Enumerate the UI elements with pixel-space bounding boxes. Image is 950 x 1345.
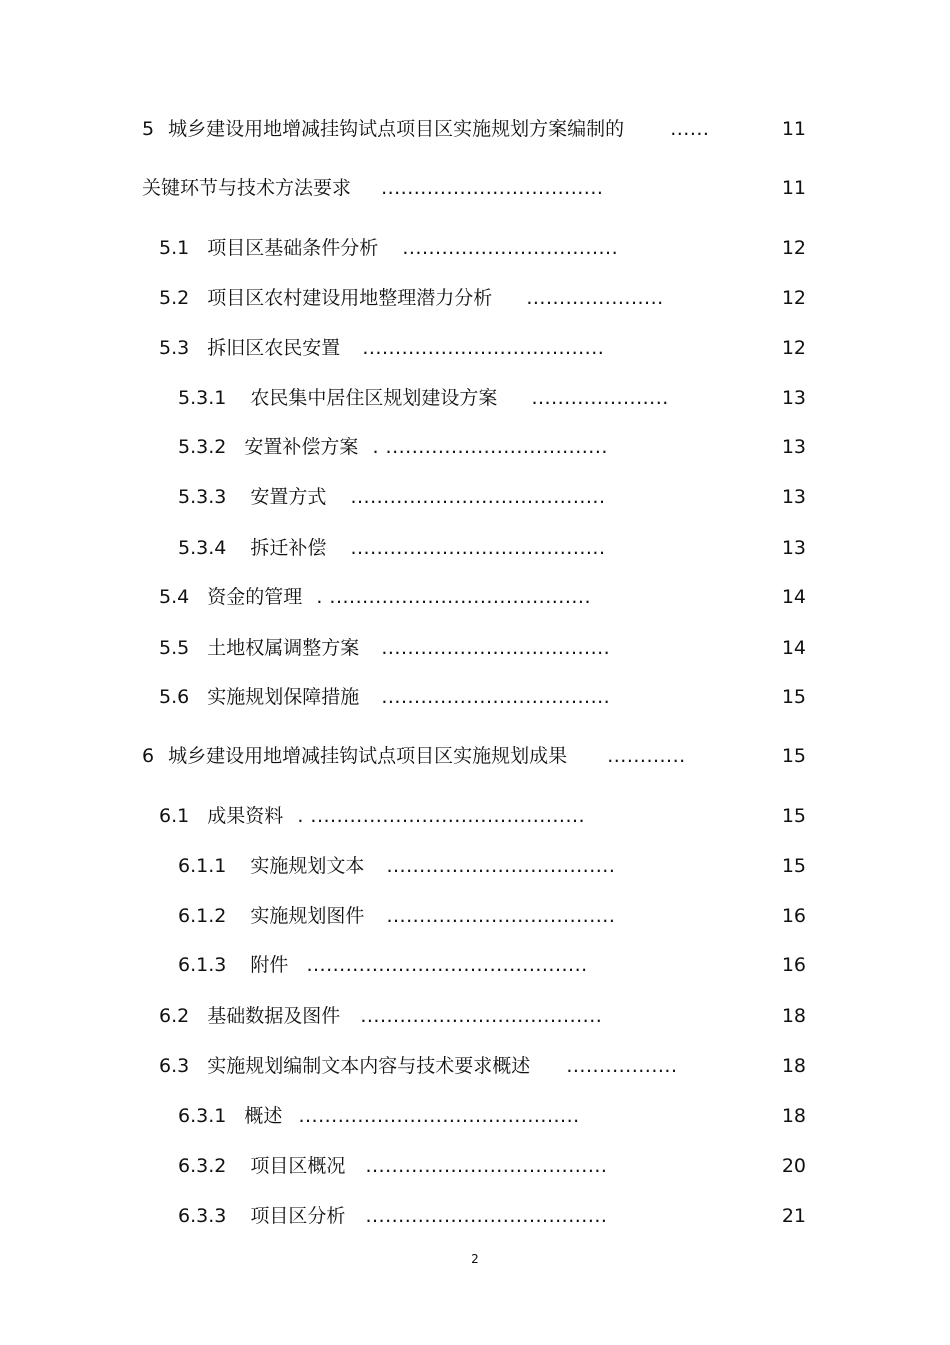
toc-entry (178, 536, 606, 560)
toc-entry-leader: ...... (670, 118, 710, 140)
toc-entry-leader: ..................................... (365, 1205, 608, 1227)
toc-entry-page: 11 (781, 177, 806, 199)
toc-entry-leader: ................................... (386, 905, 616, 927)
toc-entry-page: 20 (781, 1155, 806, 1177)
toc-entry-page: 21 (781, 1205, 806, 1227)
toc-entry-page: 14 (781, 586, 806, 608)
toc-entry-leader: .................................. (381, 177, 604, 199)
toc-entry (178, 953, 588, 977)
toc-entry-number: 6.1.1 (178, 855, 227, 877)
toc-entry-leader: ................................. (402, 237, 619, 259)
toc-entry-page: 12 (781, 287, 806, 309)
toc-entry-title: 附件 (250, 954, 289, 976)
toc-entry-number: 6 (142, 745, 155, 767)
toc-entry-title: 实施规划文本 (250, 855, 365, 877)
toc-entry-number: 6.3.3 (178, 1205, 227, 1227)
toc-entry-title: 基础数据及图件 (207, 1005, 341, 1027)
toc-entry-page: 15 (781, 686, 806, 708)
toc-entry-title: 项目区农村建设用地整理潜力分析 (207, 287, 493, 309)
toc-entry-title: 拆迁补偿 (250, 537, 327, 559)
toc-entry-number: 6.3 (159, 1055, 190, 1077)
toc-entry-leader: ................. (566, 1055, 678, 1077)
toc-entry-title: 城乡建设用地增减挂钩试点项目区实施规划成果 (168, 745, 568, 767)
toc-entry (159, 804, 585, 828)
toc-entry-number: 5.3 (159, 337, 190, 359)
toc-entry (178, 1104, 580, 1128)
toc-entry (178, 386, 669, 410)
toc-entry-number: 5.3.2 (178, 436, 227, 458)
toc-entry-number: 6.3.2 (178, 1155, 227, 1177)
toc-entry-leader: . ........................................ (316, 586, 591, 608)
toc-entry-leader: ..................... (531, 387, 669, 409)
toc-entry-title: 关键环节与技术方法要求 (142, 177, 352, 199)
toc-entry-title: 实施规划编制文本内容与技术要求概述 (207, 1055, 531, 1077)
toc-entry-leader: ..................................... (360, 1005, 603, 1027)
toc-entry-number: 6.1 (159, 805, 190, 827)
toc-entry-number: 5 (142, 118, 155, 140)
toc-entry-page: 13 (781, 486, 806, 508)
toc-entry (142, 176, 603, 200)
toc-entry-number: 5.1 (159, 237, 190, 259)
toc-entry (178, 1154, 607, 1178)
toc-entry-page: 18 (781, 1055, 806, 1077)
toc-entry-title: 概述 (244, 1105, 283, 1127)
toc-entry (142, 744, 686, 768)
toc-entry (159, 1054, 678, 1078)
toc-entry (142, 117, 709, 141)
page-number: 2 (471, 1252, 479, 1266)
toc-entry (159, 585, 591, 609)
toc-entry-leader: ..................................... (365, 1155, 608, 1177)
toc-entry-leader: ....................................... (350, 537, 606, 559)
toc-entry (159, 636, 610, 660)
toc-entry-number: 5.4 (159, 586, 190, 608)
toc-entry-page: 16 (781, 954, 806, 976)
toc-entry-leader: . .......................................... (297, 805, 586, 827)
toc-entry-title: 项目区基础条件分析 (207, 237, 379, 259)
toc-entry-page: 13 (781, 436, 806, 458)
toc-entry-title: 城乡建设用地增减挂钩试点项目区实施规划方案编制的 (168, 118, 625, 140)
toc-entry (159, 1004, 602, 1028)
toc-entry-title: 项目区概况 (250, 1155, 346, 1177)
toc-entry-page: 16 (781, 905, 806, 927)
toc-entry-number: 5.3.3 (178, 486, 227, 508)
toc-entry-leader: ................................... (381, 686, 611, 708)
toc-entry (178, 1204, 607, 1228)
toc-entry (178, 904, 615, 928)
toc-entry-leader: ................................... (386, 855, 616, 877)
toc-entry-title: 安置方式 (250, 486, 327, 508)
toc-entry-leader: ....................................... (350, 486, 606, 508)
toc-entry-page: 18 (781, 1105, 806, 1127)
toc-entry-title: 成果资料 (207, 805, 284, 827)
toc-entry (159, 685, 610, 709)
toc-entry (178, 485, 606, 509)
toc-entry-leader: ........................................... (298, 1105, 580, 1127)
toc-entry-title: 土地权属调整方案 (207, 637, 360, 659)
toc-entry-title: 安置补偿方案 (244, 436, 359, 458)
toc-entry-page: 15 (781, 855, 806, 877)
toc-entry-leader: ............ (607, 745, 686, 767)
toc-entry-number: 5.3.1 (178, 387, 227, 409)
toc-entry (159, 336, 604, 360)
toc-entry-page: 11 (781, 118, 806, 140)
toc-entry-title: 实施规划图件 (250, 905, 365, 927)
toc-entry-page: 15 (781, 745, 806, 767)
toc-entry-number: 6.3.1 (178, 1105, 227, 1127)
toc-entry-leader: ..................... (526, 287, 664, 309)
toc-entry (159, 286, 664, 310)
toc-entry-leader: . .................................. (372, 436, 608, 458)
toc-entry-number: 6.2 (159, 1005, 190, 1027)
toc-entry-leader: ..................................... (362, 337, 605, 359)
toc-entry-page: 12 (781, 237, 806, 259)
toc-entry-title: 项目区分析 (250, 1205, 346, 1227)
toc-entry-number: 5.2 (159, 287, 190, 309)
toc-entry-page: 15 (781, 805, 806, 827)
toc-entry-page: 18 (781, 1005, 806, 1027)
toc-entry (159, 236, 618, 260)
toc-entry-number: 5.5 (159, 637, 190, 659)
toc-entry-title: 资金的管理 (207, 586, 303, 608)
toc-entry-title: 拆旧区农民安置 (207, 337, 341, 359)
toc-entry-page: 13 (781, 387, 806, 409)
toc-entry-title: 实施规划保障措施 (207, 686, 360, 708)
toc-entry-number: 6.1.2 (178, 905, 227, 927)
toc-entry-number: 6.1.3 (178, 954, 227, 976)
toc-entry (178, 435, 608, 459)
toc-entry-number: 5.3.4 (178, 537, 227, 559)
toc-entry-leader: ........................................... (306, 954, 588, 976)
toc-entry-page: 12 (781, 337, 806, 359)
toc-entry-title: 农民集中居住区规划建设方案 (250, 387, 498, 409)
toc-entry-leader: ................................... (381, 637, 611, 659)
toc-entry-page: 14 (781, 637, 806, 659)
toc-entry (178, 854, 615, 878)
toc-entry-number: 5.6 (159, 686, 190, 708)
toc-entry-page: 13 (781, 537, 806, 559)
